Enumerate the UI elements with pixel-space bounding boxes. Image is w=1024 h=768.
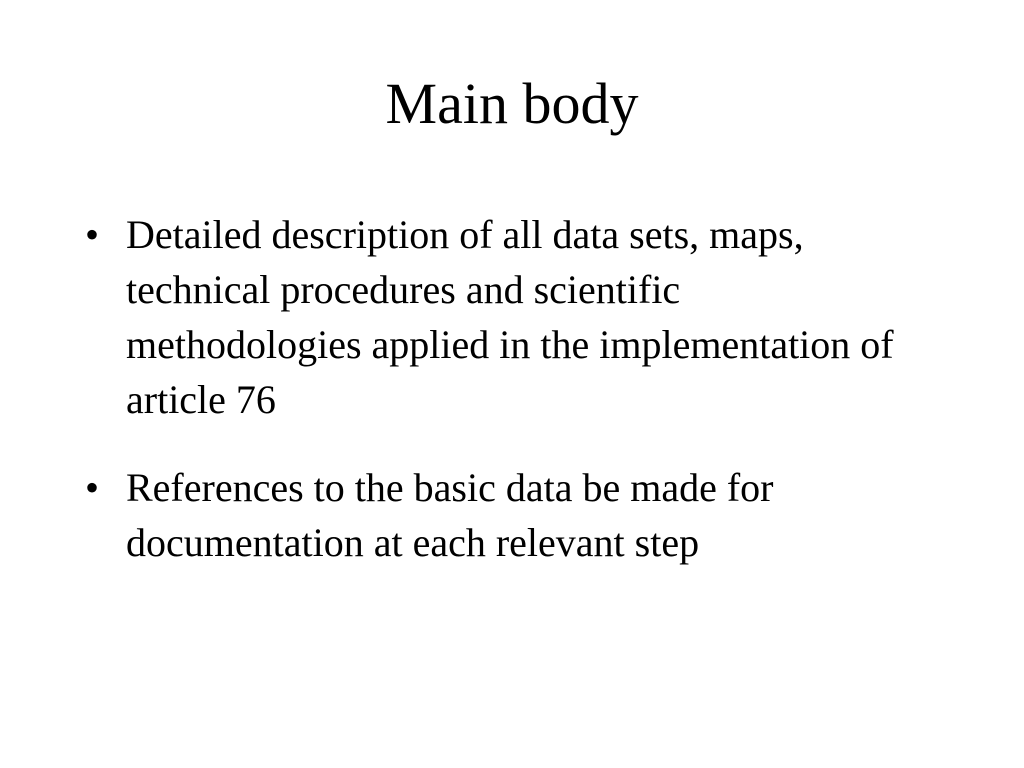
bullet-text: Detailed description of all data sets, maps, technical procedures and scientific methodologies applied in the implementation of article 76: [126, 212, 894, 422]
bullet-item-references: [85, 460, 915, 570]
bullet-icon: •: [85, 465, 100, 510]
slide-title: Main body: [385, 71, 639, 136]
bullet-item-data-description: [85, 207, 915, 427]
bullet-text: References to the basic data be made for documentation at each relevant step: [126, 465, 774, 565]
bullet-icon: •: [85, 212, 100, 257]
bullet-list: [85, 207, 915, 603]
